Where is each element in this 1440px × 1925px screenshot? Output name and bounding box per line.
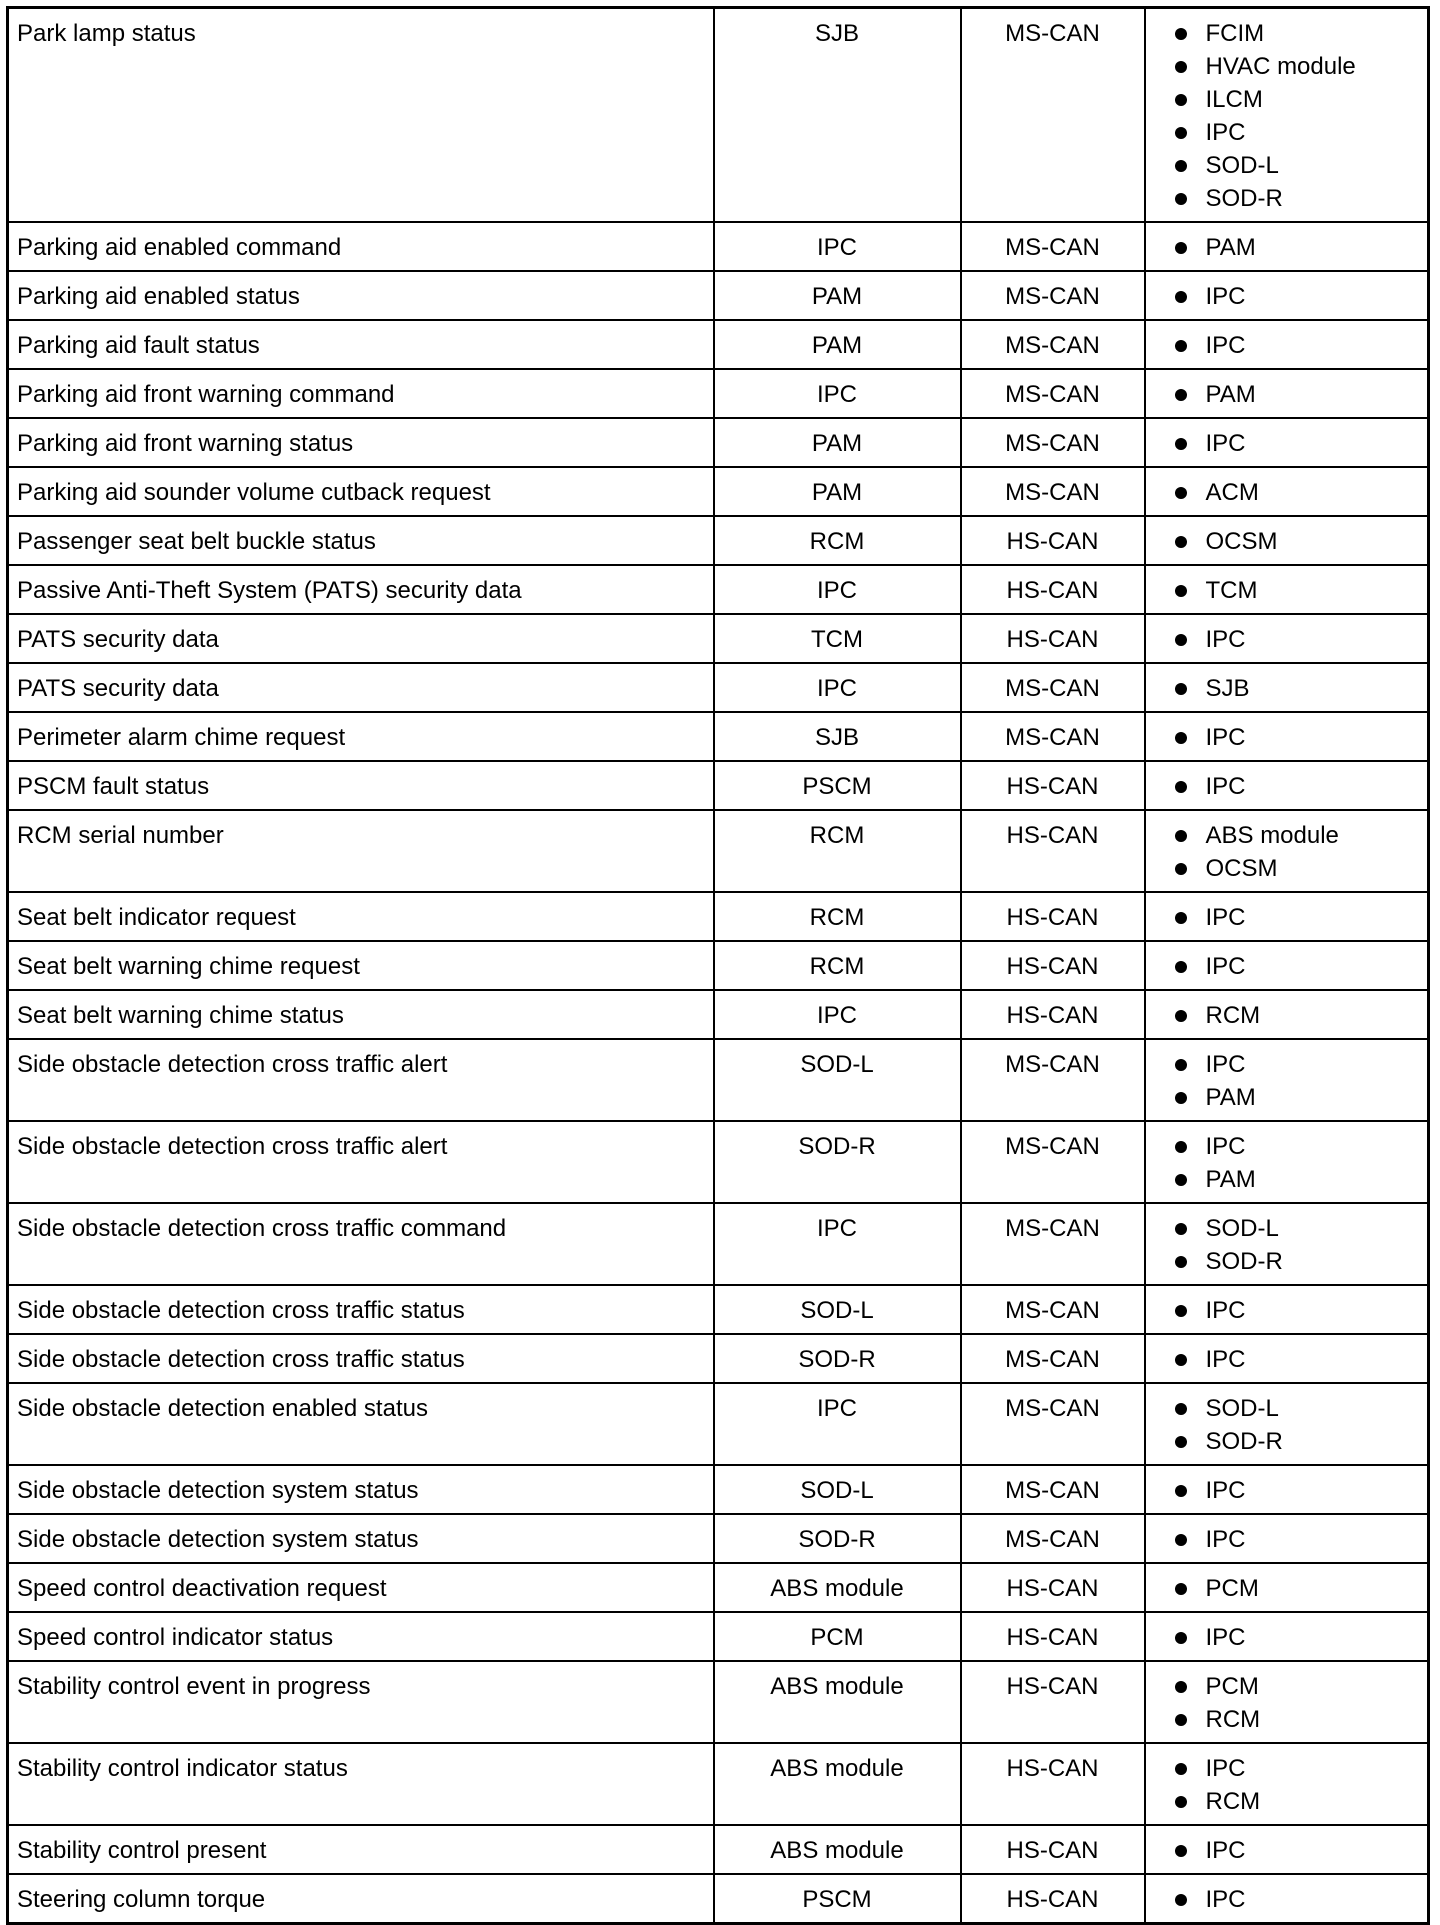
network-cell: HS-CAN — [961, 761, 1145, 810]
table-row — [8, 516, 1429, 565]
originator-cell: IPC — [714, 663, 961, 712]
message-cell: Parking aid front warning command — [8, 369, 714, 418]
receivers-cell — [1145, 1383, 1429, 1465]
receiver-list — [1154, 1670, 1420, 1736]
originator-cell: SJB — [714, 712, 961, 761]
network-cell: HS-CAN — [961, 941, 1145, 990]
network-cell: MS-CAN — [961, 8, 1145, 223]
receiver-item: OCSM — [1172, 525, 1420, 558]
message-cell: Side obstacle detection cross traffic alert — [8, 1121, 714, 1203]
receivers-cell — [1145, 418, 1429, 467]
table-row — [8, 712, 1429, 761]
originator-cell: SOD-L — [714, 1039, 961, 1121]
receiver-item: IPC — [1172, 770, 1420, 803]
receiver-list — [1154, 1523, 1420, 1556]
receivers-cell — [1145, 222, 1429, 271]
network-cell: HS-CAN — [961, 1743, 1145, 1825]
message-cell: Stability control indicator status — [8, 1743, 714, 1825]
receiver-item: IPC — [1172, 116, 1420, 149]
table-row — [8, 663, 1429, 712]
receiver-list — [1154, 280, 1420, 313]
receiver-list — [1154, 721, 1420, 754]
originator-cell: SOD-L — [714, 1465, 961, 1514]
receivers-cell — [1145, 941, 1429, 990]
receiver-item: IPC — [1172, 1752, 1420, 1785]
table-body — [8, 8, 1429, 1924]
network-cell: MS-CAN — [961, 271, 1145, 320]
receiver-item: TCM — [1172, 574, 1420, 607]
receiver-list — [1154, 623, 1420, 656]
message-cell: Park lamp status — [8, 8, 714, 223]
receivers-cell — [1145, 1874, 1429, 1924]
originator-cell: ABS module — [714, 1743, 961, 1825]
receivers-cell — [1145, 1121, 1429, 1203]
table-row — [8, 222, 1429, 271]
receiver-item: PCM — [1172, 1670, 1420, 1703]
message-cell: PATS security data — [8, 663, 714, 712]
receiver-item: RCM — [1172, 1703, 1420, 1736]
receivers-cell — [1145, 271, 1429, 320]
table-row — [8, 990, 1429, 1039]
message-cell: Parking aid enabled status — [8, 271, 714, 320]
receiver-item: FCIM — [1172, 17, 1420, 50]
receivers-cell — [1145, 1203, 1429, 1285]
originator-cell: RCM — [714, 810, 961, 892]
message-cell: PATS security data — [8, 614, 714, 663]
message-cell: Parking aid enabled command — [8, 222, 714, 271]
table-row — [8, 1874, 1429, 1924]
receiver-item: IPC — [1172, 1048, 1420, 1081]
message-cell: Stability control present — [8, 1825, 714, 1874]
network-cell: HS-CAN — [961, 810, 1145, 892]
table-row — [8, 418, 1429, 467]
originator-cell: PCM — [714, 1612, 961, 1661]
network-cell: MS-CAN — [961, 418, 1145, 467]
table-row — [8, 810, 1429, 892]
message-cell: Parking aid sounder volume cutback request — [8, 467, 714, 516]
originator-cell: SOD-R — [714, 1514, 961, 1563]
table-row — [8, 1285, 1429, 1334]
receiver-list — [1154, 17, 1420, 215]
receivers-cell — [1145, 516, 1429, 565]
receiver-item: SOD-L — [1172, 1212, 1420, 1245]
network-cell: MS-CAN — [961, 320, 1145, 369]
network-cell: MS-CAN — [961, 663, 1145, 712]
receivers-cell — [1145, 8, 1429, 223]
receivers-cell — [1145, 1661, 1429, 1743]
network-cell: MS-CAN — [961, 712, 1145, 761]
originator-cell: TCM — [714, 614, 961, 663]
receiver-list — [1154, 770, 1420, 803]
receivers-cell — [1145, 1563, 1429, 1612]
originator-cell: IPC — [714, 222, 961, 271]
message-cell: Side obstacle detection system status — [8, 1514, 714, 1563]
table-row — [8, 941, 1429, 990]
receiver-item: IPC — [1172, 1834, 1420, 1867]
receiver-item: PAM — [1172, 231, 1420, 264]
receivers-cell — [1145, 369, 1429, 418]
table-row — [8, 467, 1429, 516]
message-cell: RCM serial number — [8, 810, 714, 892]
network-cell: MS-CAN — [961, 1383, 1145, 1465]
originator-cell: IPC — [714, 990, 961, 1039]
receiver-list — [1154, 574, 1420, 607]
receivers-cell — [1145, 1334, 1429, 1383]
message-cell: Side obstacle detection enabled status — [8, 1383, 714, 1465]
receivers-cell — [1145, 565, 1429, 614]
receiver-list — [1154, 1572, 1420, 1605]
table-row — [8, 1465, 1429, 1514]
message-cell: Passive Anti-Theft System (PATS) security data — [8, 565, 714, 614]
network-cell: MS-CAN — [961, 1121, 1145, 1203]
originator-cell: IPC — [714, 1203, 961, 1285]
table-row — [8, 1334, 1429, 1383]
receiver-item: PCM — [1172, 1572, 1420, 1605]
receiver-list — [1154, 1474, 1420, 1507]
network-cell: MS-CAN — [961, 467, 1145, 516]
receivers-cell — [1145, 467, 1429, 516]
receiver-list — [1154, 999, 1420, 1032]
network-cell: MS-CAN — [961, 1203, 1145, 1285]
table-row — [8, 1563, 1429, 1612]
message-cell: Seat belt warning chime request — [8, 941, 714, 990]
network-cell: MS-CAN — [961, 222, 1145, 271]
originator-cell: IPC — [714, 369, 961, 418]
message-cell: Side obstacle detection cross traffic alert — [8, 1039, 714, 1121]
receiver-item: IPC — [1172, 427, 1420, 460]
message-cell: Perimeter alarm chime request — [8, 712, 714, 761]
table-row — [8, 8, 1429, 223]
receivers-cell — [1145, 990, 1429, 1039]
message-cell: Parking aid front warning status — [8, 418, 714, 467]
receivers-cell — [1145, 761, 1429, 810]
receiver-item: SOD-R — [1172, 182, 1420, 215]
network-cell: HS-CAN — [961, 516, 1145, 565]
network-cell: MS-CAN — [961, 1514, 1145, 1563]
network-cell: HS-CAN — [961, 990, 1145, 1039]
receiver-item: RCM — [1172, 1785, 1420, 1818]
receiver-list — [1154, 378, 1420, 411]
receivers-cell — [1145, 1465, 1429, 1514]
table-row — [8, 614, 1429, 663]
receiver-list — [1154, 1130, 1420, 1196]
table-row — [8, 271, 1429, 320]
receiver-item: IPC — [1172, 721, 1420, 754]
receivers-cell — [1145, 320, 1429, 369]
network-cell: HS-CAN — [961, 1612, 1145, 1661]
receiver-item: IPC — [1172, 1343, 1420, 1376]
receiver-list — [1154, 950, 1420, 983]
originator-cell: IPC — [714, 1383, 961, 1465]
receiver-list — [1154, 427, 1420, 460]
receiver-item: IPC — [1172, 280, 1420, 313]
receiver-item: SOD-L — [1172, 149, 1420, 182]
message-cell: Passenger seat belt buckle status — [8, 516, 714, 565]
receiver-list — [1154, 672, 1420, 705]
receiver-list — [1154, 1343, 1420, 1376]
message-cell: Steering column torque — [8, 1874, 714, 1924]
table-row — [8, 1039, 1429, 1121]
receivers-cell — [1145, 810, 1429, 892]
table-row — [8, 1514, 1429, 1563]
originator-cell: PAM — [714, 418, 961, 467]
receiver-item: IPC — [1172, 1621, 1420, 1654]
receiver-list — [1154, 1392, 1420, 1458]
originator-cell: PSCM — [714, 1874, 961, 1924]
receiver-list — [1154, 1883, 1420, 1916]
originator-cell: PAM — [714, 467, 961, 516]
receivers-cell — [1145, 1825, 1429, 1874]
receivers-cell — [1145, 1743, 1429, 1825]
network-cell: HS-CAN — [961, 1874, 1145, 1924]
receiver-list — [1154, 231, 1420, 264]
network-cell: MS-CAN — [961, 369, 1145, 418]
receiver-item: SJB — [1172, 672, 1420, 705]
table-row — [8, 1121, 1429, 1203]
receiver-item: ACM — [1172, 476, 1420, 509]
message-cell: PSCM fault status — [8, 761, 714, 810]
receiver-item: OCSM — [1172, 852, 1420, 885]
receivers-cell — [1145, 892, 1429, 941]
originator-cell: SJB — [714, 8, 961, 223]
receiver-item: IPC — [1172, 950, 1420, 983]
message-cell: Side obstacle detection cross traffic status — [8, 1285, 714, 1334]
originator-cell: ABS module — [714, 1661, 961, 1743]
message-cell: Seat belt indicator request — [8, 892, 714, 941]
receiver-item: IPC — [1172, 1523, 1420, 1556]
receiver-item: IPC — [1172, 623, 1420, 656]
receiver-list — [1154, 1752, 1420, 1818]
receiver-item: IPC — [1172, 329, 1420, 362]
message-cell: Side obstacle detection cross traffic status — [8, 1334, 714, 1383]
network-cell: MS-CAN — [961, 1039, 1145, 1121]
receiver-list — [1154, 819, 1420, 885]
message-cell: Side obstacle detection cross traffic command — [8, 1203, 714, 1285]
originator-cell: PAM — [714, 271, 961, 320]
table-row — [8, 1612, 1429, 1661]
receivers-cell — [1145, 1039, 1429, 1121]
table-row — [8, 1661, 1429, 1743]
receiver-list — [1154, 525, 1420, 558]
receiver-item: HVAC module — [1172, 50, 1420, 83]
originator-cell: SOD-L — [714, 1285, 961, 1334]
table-row — [8, 1383, 1429, 1465]
receiver-item: ABS module — [1172, 819, 1420, 852]
receiver-item: SOD-R — [1172, 1245, 1420, 1278]
receiver-item: SOD-L — [1172, 1392, 1420, 1425]
receiver-item: IPC — [1172, 901, 1420, 934]
network-cell: HS-CAN — [961, 614, 1145, 663]
originator-cell: ABS module — [714, 1563, 961, 1612]
receiver-item: PAM — [1172, 1081, 1420, 1114]
network-cell: HS-CAN — [961, 892, 1145, 941]
originator-cell: SOD-R — [714, 1334, 961, 1383]
message-cell: Speed control indicator status — [8, 1612, 714, 1661]
table-row — [8, 1825, 1429, 1874]
receiver-item: RCM — [1172, 999, 1420, 1032]
network-cell: MS-CAN — [961, 1285, 1145, 1334]
receiver-item: IPC — [1172, 1130, 1420, 1163]
network-cell: HS-CAN — [961, 1825, 1145, 1874]
receiver-list — [1154, 901, 1420, 934]
originator-cell: RCM — [714, 892, 961, 941]
receiver-item: ILCM — [1172, 83, 1420, 116]
table-row — [8, 369, 1429, 418]
receiver-list — [1154, 1048, 1420, 1114]
receiver-item: IPC — [1172, 1474, 1420, 1507]
receivers-cell — [1145, 1612, 1429, 1661]
message-cell: Side obstacle detection system status — [8, 1465, 714, 1514]
receiver-item: PAM — [1172, 1163, 1420, 1196]
receiver-item: PAM — [1172, 378, 1420, 411]
network-cell: HS-CAN — [961, 1661, 1145, 1743]
table-row — [8, 565, 1429, 614]
table-row — [8, 1743, 1429, 1825]
receiver-list — [1154, 1834, 1420, 1867]
message-cell: Parking aid fault status — [8, 320, 714, 369]
table-row — [8, 761, 1429, 810]
network-cell: HS-CAN — [961, 1563, 1145, 1612]
receivers-cell — [1145, 1285, 1429, 1334]
receiver-item: IPC — [1172, 1883, 1420, 1916]
message-cell: Speed control deactivation request — [8, 1563, 714, 1612]
originator-cell: IPC — [714, 565, 961, 614]
receiver-list — [1154, 329, 1420, 362]
receiver-list — [1154, 1212, 1420, 1278]
network-message-table — [6, 6, 1430, 1925]
receivers-cell — [1145, 614, 1429, 663]
originator-cell: PAM — [714, 320, 961, 369]
table-row — [8, 892, 1429, 941]
receivers-cell — [1145, 663, 1429, 712]
receiver-item: IPC — [1172, 1294, 1420, 1327]
table-row — [8, 1203, 1429, 1285]
message-cell: Stability control event in progress — [8, 1661, 714, 1743]
receiver-list — [1154, 476, 1420, 509]
network-cell: MS-CAN — [961, 1334, 1145, 1383]
originator-cell: ABS module — [714, 1825, 961, 1874]
originator-cell: PSCM — [714, 761, 961, 810]
receivers-cell — [1145, 1514, 1429, 1563]
originator-cell: RCM — [714, 516, 961, 565]
network-cell: HS-CAN — [961, 565, 1145, 614]
receivers-cell — [1145, 712, 1429, 761]
receiver-list — [1154, 1294, 1420, 1327]
message-cell: Seat belt warning chime status — [8, 990, 714, 1039]
receiver-item: SOD-R — [1172, 1425, 1420, 1458]
originator-cell: RCM — [714, 941, 961, 990]
table-row — [8, 320, 1429, 369]
originator-cell: SOD-R — [714, 1121, 961, 1203]
network-cell: MS-CAN — [961, 1465, 1145, 1514]
receiver-list — [1154, 1621, 1420, 1654]
